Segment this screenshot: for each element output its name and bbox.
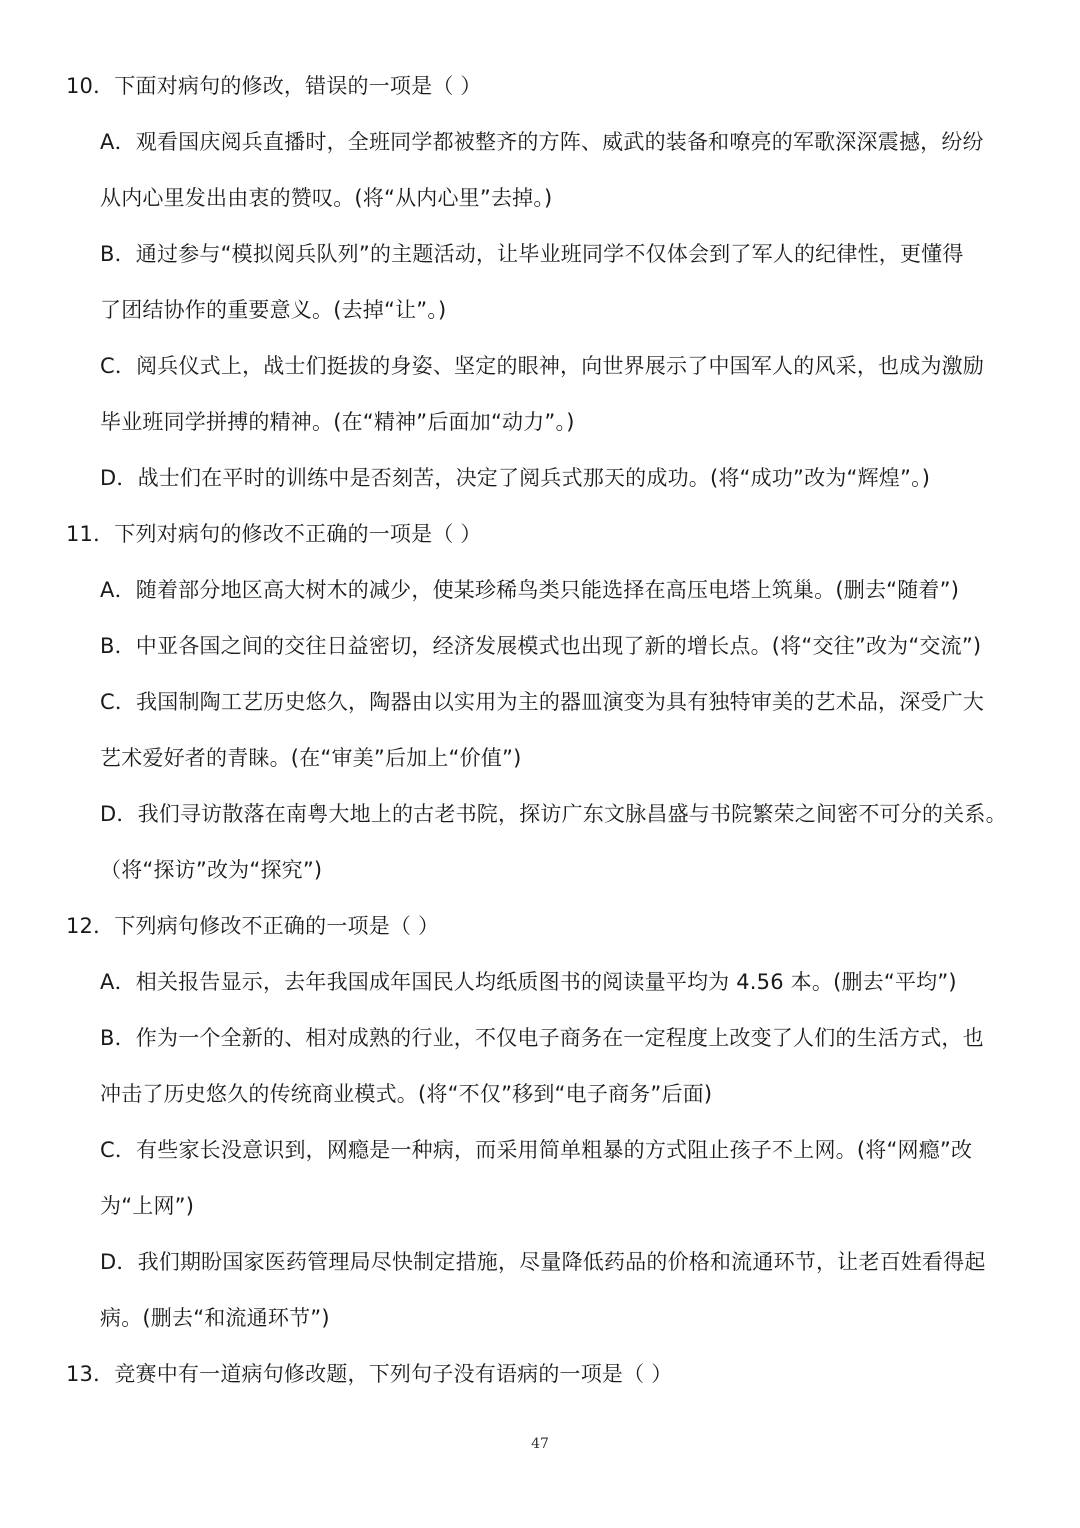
question-10-option-c-continued: 毕业班同学拼搏的精神。(在“精神”后面加“动力”。) <box>100 410 575 434</box>
question-11-option-a: A．随着部分地区高大树木的减少，使某珍稀鸟类只能选择在高压电塔上筑巢。(删去“随着”) <box>100 578 960 602</box>
question-12-option-a: A．相关报告显示，去年我国成年国民人均纸质图书的阅读量平均为 4.56 本。(删去“平均”) <box>100 970 957 994</box>
question-10-option-b-continued: 了团结协作的重要意义。(去掉“让”。) <box>100 298 447 322</box>
question-12-option-d: D．我们期盼国家医药管理局尽快制定措施，尽量降低药品的价格和流通环节，让老百姓看得起 <box>100 1250 986 1274</box>
question-10-option-c: C．阅兵仪式上，战士们挺拔的身姿、坚定的眼神，向世界展示了中国军人的风采，也成为激励 <box>100 354 985 378</box>
question-12-stem: 12．下列病句修改不正确的一项是（ ） <box>66 914 440 938</box>
question-12-option-c-continued: 为“上网”) <box>100 1194 195 1218</box>
question-10-option-a: A．观看国庆阅兵直播时，全班同学都被整齐的方阵、威武的装备和嘹亮的军歌深深震撼，纷纷 <box>100 130 984 154</box>
question-10-stem: 10．下面对病句的修改，错误的一项是（ ） <box>66 74 482 98</box>
question-10-option-d: D．战士们在平时的训练中是否刻苦，决定了阅兵式那天的成功。(将“成功”改为“辉煌”。) <box>100 466 931 490</box>
question-12-option-c: C．有些家长没意识到，网瘾是一种病，而采用简单粗暴的方式阻止孩子不上网。(将“网瘾”改 <box>100 1138 973 1162</box>
question-11-option-b: B．中亚各国之间的交往日益密切，经济发展模式也出现了新的增长点。(将“交往”改为“交流”) <box>100 634 982 658</box>
question-12-option-d-continued: 病。(删去“和流通环节”) <box>100 1306 330 1330</box>
question-11-option-d: D．我们寻访散落在南粤大地上的古老书院，探访广东文脉昌盛与书院繁荣之间密不可分的关系。 <box>100 802 1007 826</box>
question-12-option-b-continued: 冲击了历史悠久的传统商业模式。(将“不仅”移到“电子商务”后面) <box>100 1082 713 1106</box>
question-11-stem: 11．下列对病句的修改不正确的一项是（ ） <box>66 522 482 546</box>
question-12-option-b: B．作为一个全新的、相对成熟的行业，不仅电子商务在一定程度上改变了人们的生活方式，也 <box>100 1026 984 1050</box>
question-11-option-c: C．我国制陶工艺历史悠久，陶器由以实用为主的器皿演变为具有独特审美的艺术品，深受广大 <box>100 690 985 714</box>
question-13-stem: 13．竞赛中有一道病句修改题，下列句子没有语病的一项是（ ） <box>66 1362 673 1386</box>
question-11-option-d-continued: （将“探访”改为“探究”) <box>100 858 323 882</box>
question-11-option-c-continued: 艺术爱好者的青睐。(在“审美”后加上“价值”) <box>100 746 522 770</box>
page-number: 47 <box>531 1436 549 1452</box>
question-10-option-b: B．通过参与“模拟阅兵队列”的主题活动，让毕业班同学不仅体会到了军人的纪律性，更懂得 <box>100 242 964 266</box>
question-10-option-a-continued: 从内心里发出由衷的赞叹。(将“从内心里”去掉。) <box>100 186 553 210</box>
